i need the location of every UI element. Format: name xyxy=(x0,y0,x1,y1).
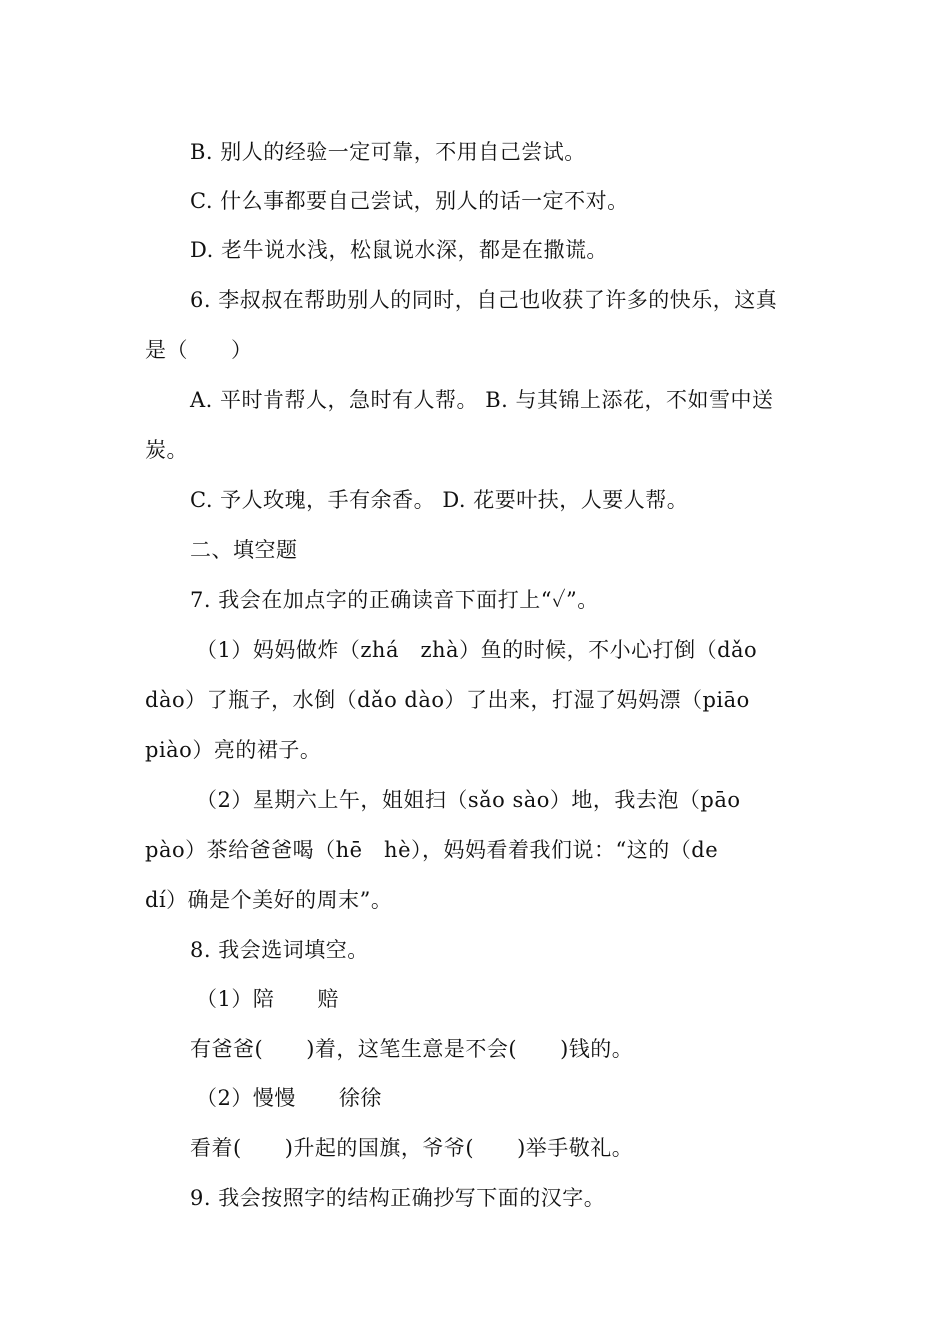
q6-options-line-2: 炭。 xyxy=(145,438,188,462)
q7-part1-line-1: （1）妈妈做炸（zhá zhà）鱼的时候，不小心打倒（dǎo xyxy=(196,638,758,662)
q5-option-b: B. 别人的经验一定可靠，不用自己尝试。 xyxy=(190,140,586,164)
q6-options-line-1: A. 平时肯帮人，急时有人帮。 B. 与其锦上添花，不如雪中送 xyxy=(190,388,774,412)
q8-part1-words: （1）陪 赔 xyxy=(196,987,339,1011)
q5-option-d: D. 老牛说水浅，松鼠说水深，都是在撒谎。 xyxy=(190,238,608,262)
q7-part2-line-2: pào）茶给爸爸喝（hē hè），妈妈看着我们说：“这的（de xyxy=(145,838,719,862)
q6-stem-line-2: 是（ ） xyxy=(145,338,253,362)
q7-stem: 7. 我会在加点字的正确读音下面打上“✓”。 xyxy=(190,588,599,612)
q9-stem: 9. 我会按照字的结构正确抄写下面的汉字。 xyxy=(190,1186,606,1210)
q6-stem-line-1: 6. 李叔叔在帮助别人的同时，自己也收获了许多的快乐，这真 xyxy=(190,288,778,312)
q8-part1-sentence: 有爸爸( )着，这笔生意是不会( )钱的。 xyxy=(190,1037,634,1061)
q7-part2-line-1: （2）星期六上午，姐姐扫（sǎo sào）地，我去泡（pāo xyxy=(196,788,741,812)
q8-stem: 8. 我会选词填空。 xyxy=(190,938,369,962)
section-heading: 二、填空题 xyxy=(190,538,298,562)
q7-part1-line-2: dào）了瓶子，水倒（dǎo dào）了出来，打湿了妈妈漂（piāo xyxy=(145,688,750,712)
q5-option-c: C. 什么事都要自己尝试，别人的话一定不对。 xyxy=(190,189,629,213)
q8-part2-sentence: 看着( )升起的国旗，爷爷( )举手敬礼。 xyxy=(190,1136,634,1160)
q7-part1-line-3: piào）亮的裙子。 xyxy=(145,738,322,762)
q7-part2-line-3: dí）确是个美好的周末”。 xyxy=(145,888,393,912)
q8-part2-words: （2）慢慢 徐徐 xyxy=(196,1086,382,1110)
q6-options-line-3: C. 予人玫瑰，手有余香。 D. 花要叶扶，人要人帮。 xyxy=(190,488,689,512)
